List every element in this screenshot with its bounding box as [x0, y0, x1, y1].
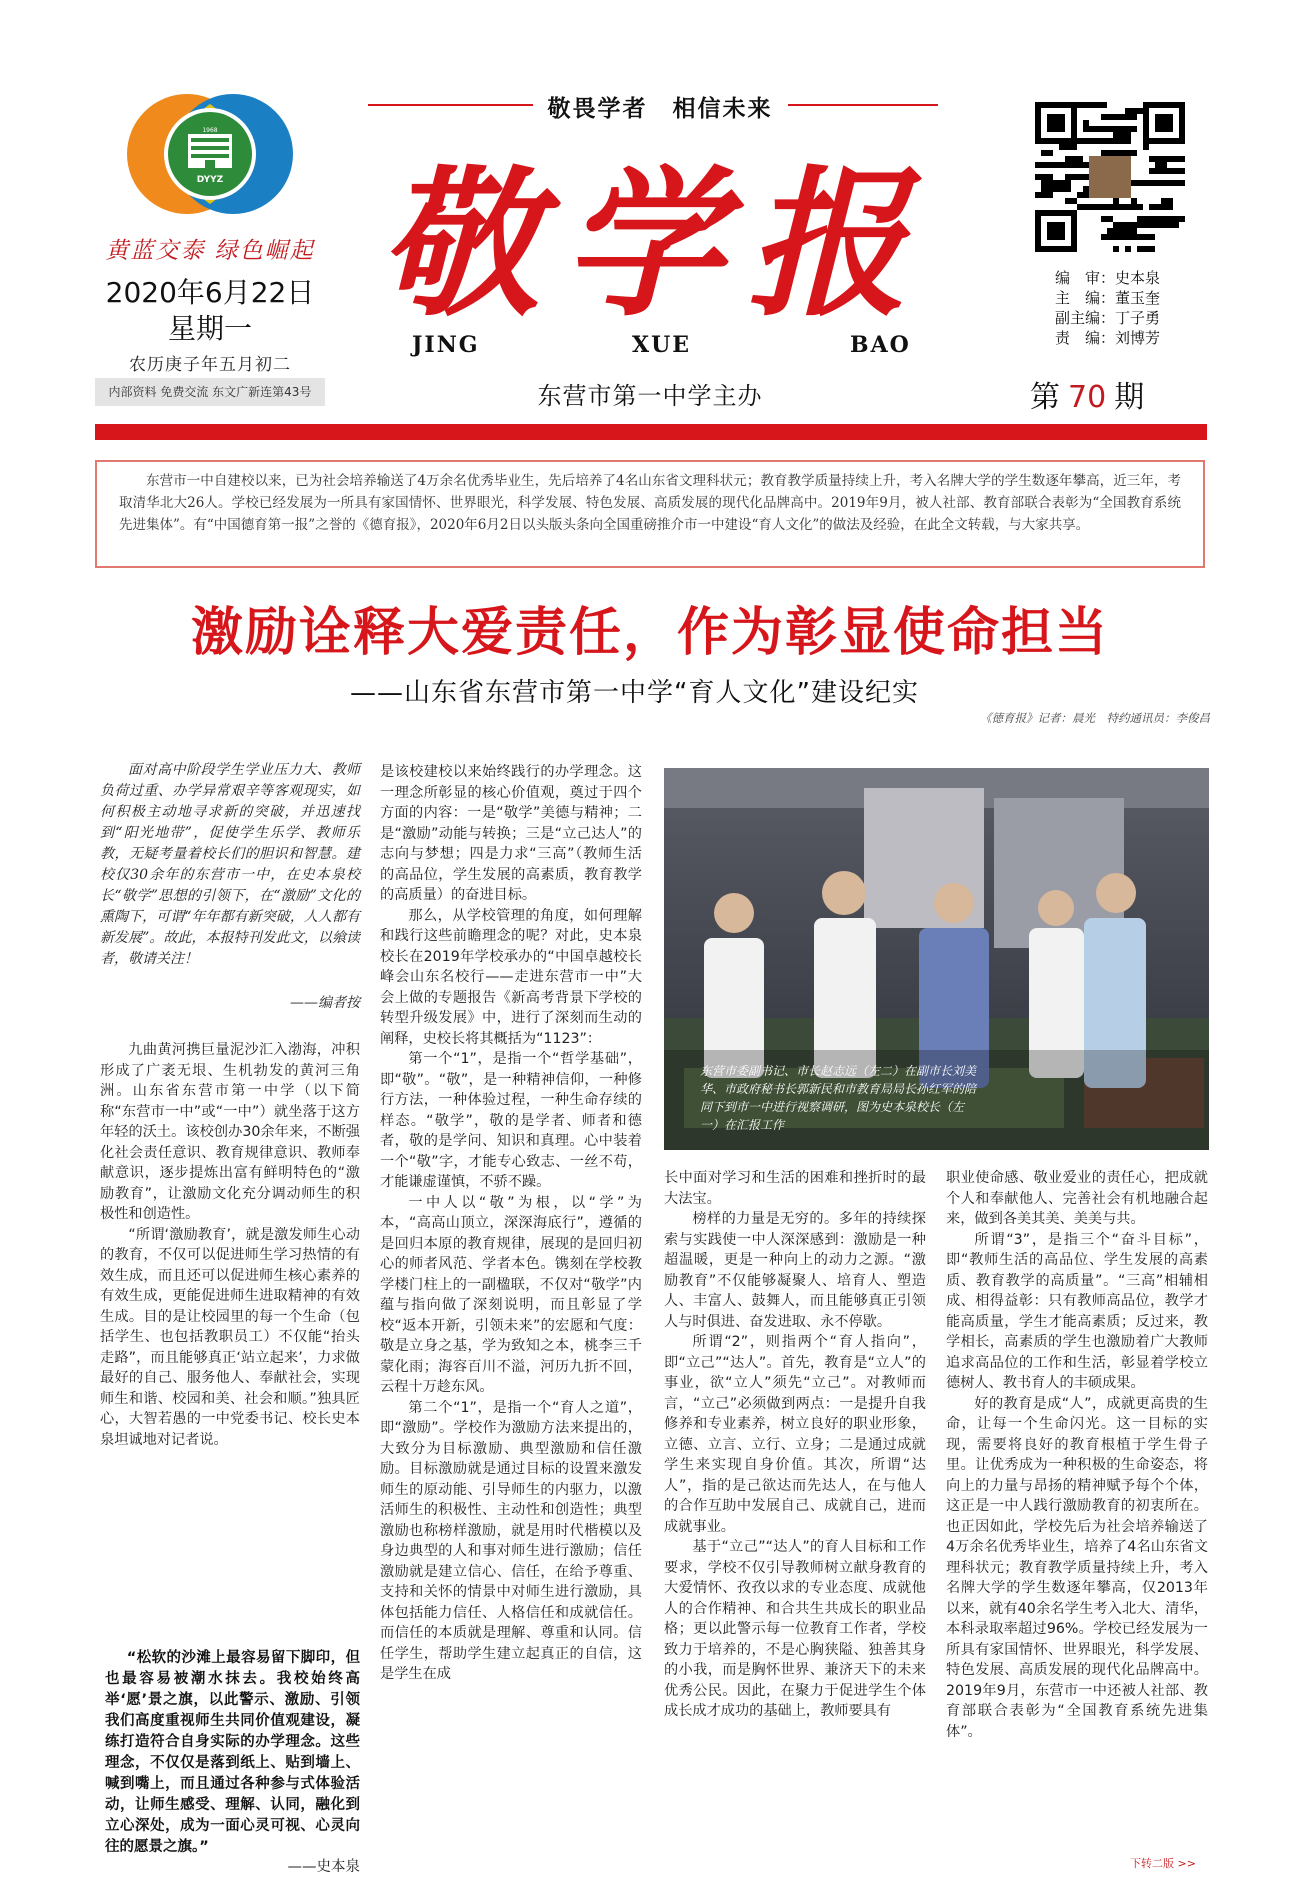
article-subhead: ——山东省东营市第一中学“育人文化”建设纪实 — [350, 678, 919, 708]
paragraph: 所谓“3”，是指三个“奋斗目标”，即“教师生活的高品位、学生发展的高素质、教育教学的高质量”。“三高”相辅相成、相得益彰：只有教师高品位，教学才能高质量，学生才能高素质；反过来，教学相长，高素质的学生也激励着广大教师追求高品位的工作和生活，彰显着学校立德树人、教书育人的丰硕成果。 — [946, 1231, 1208, 1391]
article-headline: 激励诠释大爱责任，作为彰显使命担当 — [190, 603, 1109, 663]
paragraph: 一中人以“敬”为根，以“学”为本，“高高山顶立，深深海底行”，遵循的是回归本原的教育规律，展现的是回归初心的师者风范、学者本色。镌刻在学校教学楼门柱上的一副楹联，不仅对“敬学”内蕴与指向做了深刻说明，而且彰显了学校“返本开新，引领未来”的宏愿和气度：敬是立身之基，学为致知之本，桃李三千蒙化雨；海容百川不溢，河历九折不回，云程十万趁东风。 — [380, 1194, 642, 1395]
editor-note: 面对高中阶段学生学业压力大、教师负荷过重、办学异常艰辛等客观现实，如何积极主动地寻求新的突破，并迅速找到“阳光地带”，促使学生乐学、教师乐教，无疑考量着校长们的胆识和智慧。建校仅30余年的东营市一中，在史本泉校长“敬学”思想的引领下，在“激励”文化的熏陶下，可谓“年年都有新突破，人人都有新发展”。故此，本报特刊发此文，以飨读者，敬请关注！ — [100, 762, 360, 967]
article-column-2 — [380, 762, 642, 1685]
editor-note-sign: ——编者按 — [290, 995, 360, 1011]
newspaper-slogan: 敬畏学者 相信未来 — [547, 96, 773, 122]
paragraph: 职业使命感、敬业爱业的责任心，把成就个人和奉献他人、完善社会有机地融合起来，做到各美其美、美美与共。 — [946, 1170, 1208, 1227]
host-organization: 东营市第一中学主办 — [537, 382, 763, 410]
paragraph: 九曲黄河携巨量泥沙汇入渤海，冲积形成了广袤无垠、生机勃发的黄河三角洲。山东省东营市第一中学（以下简称“东营市一中”或“一中”）就坐落于这方年轻的沃土。该校创办30余年来，不断强化社会责任意识、教育规律意识、教师奉献意识，逐步提炼出富有鲜明特色的“激励教育”，让激励文化充分调动师生的积极性和创造性。 — [100, 1042, 360, 1222]
article-column-4 — [946, 1168, 1208, 1742]
pull-quote-sign: ——史本泉 — [287, 1859, 360, 1875]
issue-number — [1030, 372, 1144, 416]
article-column-3 — [664, 1168, 926, 1722]
paragraph: 第一个“1”，是指一个“哲学基础”，即“敬”。“敬”，是一种精神信仰，一种修行方法，一种体验过程，一种生命存续的样态。“敬学”，敬的是学者、师者和德者，敬的是学问、知识和真理。心中装着一个“敬”字，才能专心致志、一丝不苟，才能谦虚谨慎，不骄不躁。 — [380, 1051, 642, 1190]
issue-prefix: 第 — [1030, 380, 1060, 415]
photo-caption: 东营市委副书记、市长赵志远（左二）在副市长刘美华、市政府秘书长郭新民和市教育局局长孙红军的陪同下到市一中进行视察调研，图为史本泉校长（左一）在汇报工作 — [700, 1064, 977, 1132]
pinyin-xue: XUE — [632, 332, 692, 358]
paragraph: 榜样的力量是无穷的。多年的持续探索与实践使一中人深深感到：激励是一种超温暖，更是一种向上的动力之源。“激励教育”不仅能够凝聚人、培育人、塑造人、丰富人、鼓舞人，而且能够真正引领人与时俱进、奋发进取、永不停歇。 — [664, 1211, 926, 1330]
logo-year: 1968 — [202, 127, 218, 134]
paragraph: 好的教育是成“人”，成就更高贵的生命，让每一个生命闪光。这一目标的实现，需要将良好的教育根植于学生骨子里。让优秀成为一种积极的生命姿态，将向上的力量与昂扬的精神赋予每个个体，这正是一中人践行激励教育的初衷所在。也正因如此，学校先后为社会培养输送了4万余名优秀毕业生，培养了4名山东省文理科状元；教育教学质量持续上升，考入名牌大学的学生数逐年攀高，仅2013年以来，就有40余名学生考入北大、清华，本科录取率超过96%。学校已经发展为一所具有家国情怀、世界眼光，科学发展、特色发展、高质发展的现代化品牌高中。2019年9月，东营市一中还被人社部、教育部联合表彰为“全国教育系统先进集体”。 — [946, 1395, 1208, 1740]
issue-date: 2020年6月22日 — [105, 276, 315, 309]
paragraph: 基于“立己”“达人”的育人目标和工作要求，学校不仅引导教师树立献身教育的大爱情怀、孜孜以求的专业态度、成就他人的合作精神、和合共生共成长的职业品格；更以此警示每一位教育工作者，学校致力于培养的，不是心胸狭隘、独善其身的小我，而是胸怀世界、兼济天下的未来优秀公民。因此，在聚力于促进学生个体成长成才成功的基础上，教师要具有 — [664, 1539, 926, 1719]
school-motto: 黄蓝交泰 绿色崛起 — [105, 238, 315, 264]
pull-quote: “松软的沙滩上最容易留下脚印，但也最容易被潮水抹去。我校始终高举‘愿’景之旗，以此警示、激励、引领我们高度重视师生共同价值观建设，凝练打造符合自身实际的办学理念。这些理念，不仅仅是落到纸上、贴到墙上、喊到嘴上，而且通过各种参与式体验活动，让师生感受、理解、认同，融化到立心深处，成为一面心灵可视、心灵向往的愿景之旗。” — [105, 1650, 360, 1855]
newspaper-title — [365, 150, 945, 330]
continued-link[interactable]: 下转二版 >> — [1130, 1857, 1196, 1870]
slogan-rule-left — [368, 104, 533, 106]
pinyin-bao: BAO — [850, 332, 911, 358]
staff-line: 责 编：刘博芳 — [1055, 329, 1161, 347]
lunar-date: 农历庚子年五月初二 — [129, 355, 291, 375]
svg-text:敬学报: 敬学报 — [378, 150, 932, 330]
intro-box: 东营市一中自建校以来，已为社会培养输送了4万余名优秀毕业生，先后培养了4名山东省文理科状元；教育教学质量持续上升，考入名牌大学的学生数逐年攀高，近三年，考取清华北大26人。学校已经发展为一所具有家国情怀、世界眼光，科学发展、特色发展、高质发展的现代化品牌高中。2019年9月，被人社部、教育部联合表彰为“全国教育系统先进集体”。有“中国德育第一报”之誉的《德育报》，2020年6月2日以头版头条向全国重磅推介市一中建设“育人文化”的做法及经验，在此全文转载，与大家共享。 — [95, 460, 1205, 568]
pinyin-jing: JING — [412, 332, 480, 358]
masthead-divider — [95, 424, 1207, 440]
staff-line: 主 编：董玉奎 — [1055, 289, 1161, 307]
staff-line: 编 审：史本泉 — [1055, 269, 1161, 287]
qr-code[interactable] — [1035, 102, 1185, 252]
paragraph: 是该校建校以来始终践行的办学理念。这一理念所彰显的核心价值观，奠过于四个方面的内容：一是“敬学”美德与精神；二是“激励”动能与转换；三是“立己达人”的志向与梦想；四是力求“三高”（教师生活的高品位，学生发展的高素质，教育教学的高质量）的奋进目标。 — [380, 764, 642, 903]
paragraph: 第二个“1”，是指一个“育人之道”，即“激励”。学校作为激励方法来提出的，大致分为目标激励、典型激励和信任激励。目标激励就是通过目标的设置来激发师生的原动能、引导师生的内驱力，以激活师生的积极性、主动性和创造性；典型激励也称榜样激励，就是用时代楷模以及身边典型的人和事对师生进行激励；信任激励就是建立信心、信任，在给予尊重、支持和关怀的情景中对师生进行激励，具体包括能力信任、人格信任和成就信任。而信任的本质就是理解、尊重和认同。信任学生，帮助学生建立起真正的自信，这是学生在成 — [380, 1399, 642, 1682]
logo-text: DYYZ — [196, 175, 224, 185]
paragraph: “所谓‘激励教育’，就是激发师生心动的教育，不仅可以促进师生学习热情的有效生成，而且还可以促进师生核心素养的有效生成，更能促进师生进取精神的有效生成。目的是让校园里的每一个生命（包括学生、也包括教职员工）不仅能“抬头走路”，而且能够真正‘站立起来’，力求做最好的自己、服务他人、奉献社会，实现师生和谐、校园和美、社会和顺。”独具匠心，大智若愚的一中党委书记、校长史本泉坦诚地对记者说。 — [100, 1226, 360, 1448]
article-column-1 — [100, 1040, 360, 1450]
slogan-rule-right — [788, 104, 938, 106]
school-logo — [125, 92, 295, 216]
issue-number-value: 70 — [1068, 380, 1107, 415]
publication-tag: 内部资料 免费交流 东文广新连第43号 — [95, 378, 325, 406]
paragraph: 所谓“2”，则指两个“育人指向”，即“立己”“达人”。首先，教育是“立人”的事业，欲“立人”须先“立己”。对教师而言，“立己”必须做到两点：一是提升自我修养和专业素养，树立良好的职业形象，立德、立言、立行、立身；二是通过成就学生来实现自身价值。其次，所谓“达人”，指的是己欲达而先达人，在与他人的合作互助中发展自己、成就自己，进而成就事业。 — [664, 1334, 926, 1535]
paragraph: 长中面对学习和生活的困难和挫折时的最大法宝。 — [664, 1170, 926, 1207]
issue-suffix: 期 — [1114, 380, 1145, 415]
staff-line: 副主编：丁子勇 — [1055, 309, 1161, 327]
article-byline: 《德育报》记者：晨光 特约通讯员：李俊昌 — [980, 711, 1210, 725]
issue-weekday: 星期一 — [167, 312, 252, 345]
editorial-staff — [1055, 268, 1225, 348]
paragraph: 那么，从学校管理的角度，如何理解和践行这些前瞻理念的呢？对此，史本泉校长在2019年学校承办的“中国卓越校长峰会山东名校行——走进东营市一中”大会上做的专题报告《新高考背景下学校的转型升级发展》中，进行了深刻而生动的阐释，史校长将其概括为“1123”： — [380, 907, 642, 1047]
